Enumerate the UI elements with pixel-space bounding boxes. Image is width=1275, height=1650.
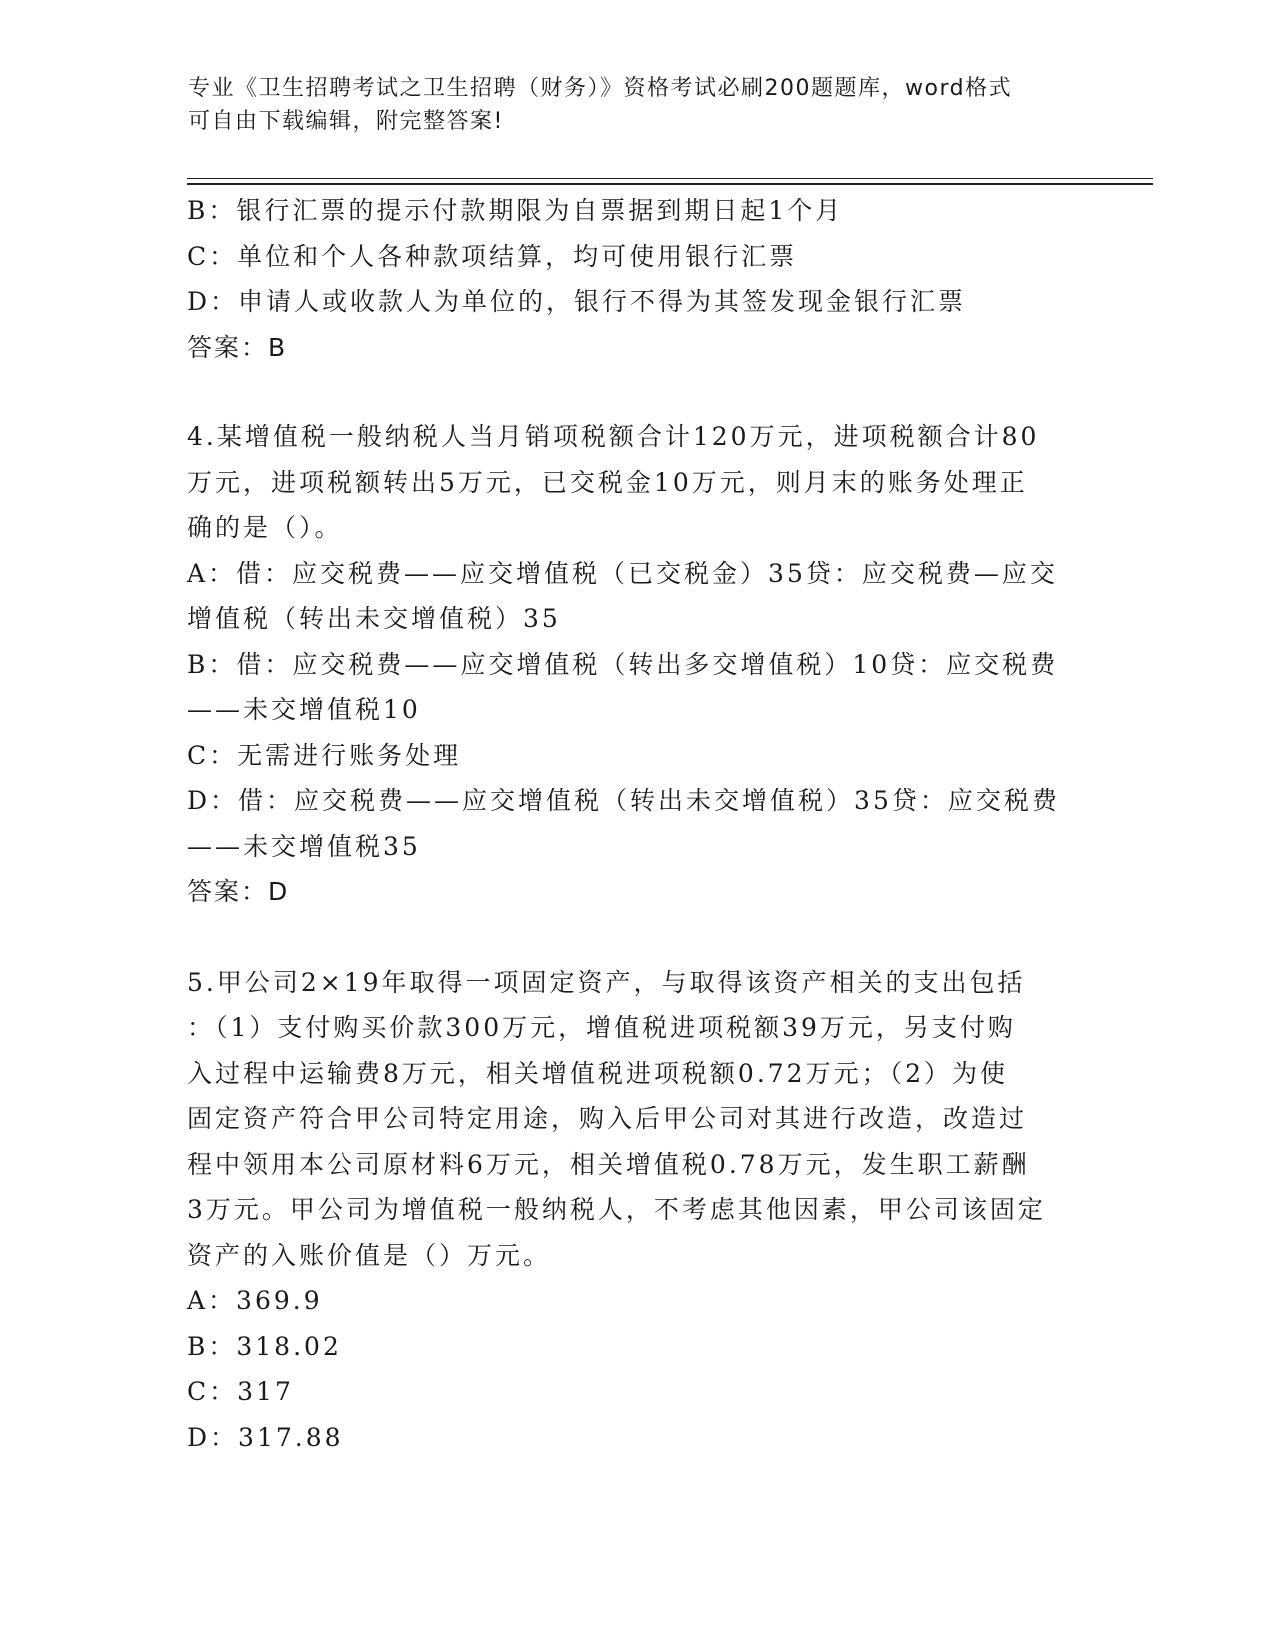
q5-stem-line-1: 5.甲公司2×19年取得一项固定资产，与取得该资产相关的支出包括 bbox=[187, 967, 1026, 997]
header-line-2: 可自由下载编辑，附完整答案! bbox=[188, 109, 504, 134]
q5-option-c: C：317 bbox=[187, 1377, 294, 1406]
q3-answer: 答案：B bbox=[187, 332, 288, 362]
q3-option-c: C：单位和个人各种款项结算，均可使用银行汇票 bbox=[187, 241, 798, 271]
q5-stem-line-2: ：（1）支付购买价款300万元，增值税进项税额39万元，另支付购 bbox=[187, 1013, 1016, 1042]
q3-option-d: D：申请人或收款人为单位的，银行不得为其签发现金银行汇票 bbox=[187, 287, 967, 316]
question-5 bbox=[187, 960, 1087, 1461]
spacer bbox=[187, 370, 1087, 414]
q3-option-b: B：银行汇票的提示付款期限为自票据到期日起1个月 bbox=[187, 196, 844, 225]
q4-option-a-line-1: A：借：应交税费——应交增值税（已交税金）35贷：应交税费—应交 bbox=[187, 558, 1058, 588]
q5-option-a: A：369.9 bbox=[187, 1286, 323, 1315]
q4-option-d-line-1: D：借：应交税费——应交增值税（转出未交增值税）35贷：应交税费 bbox=[187, 786, 1060, 815]
q5-option-b: B：318.02 bbox=[187, 1331, 342, 1361]
q4-option-b-line-2: ——未交增值税10 bbox=[187, 695, 421, 724]
header-divider-thin bbox=[187, 178, 1153, 179]
q5-stem-line-7: 资产的入账价值是（）万元。 bbox=[187, 1240, 552, 1270]
q5-stem-line-3: 入过程中运输费8万元，相关增值税进项税额0.72万元；（2）为使 bbox=[187, 1058, 1008, 1088]
q5-stem-line-6: 3万元。甲公司为增值税一般纳税人，不考虑其他因素，甲公司该固定 bbox=[187, 1195, 1046, 1224]
header-line-1: 专业《卫生招聘考试之卫生招聘（财务）》资格考试必刷200题题库，word格式 bbox=[188, 76, 1013, 101]
question-4 bbox=[187, 414, 1087, 915]
page-header bbox=[188, 72, 1078, 138]
spacer bbox=[187, 915, 1087, 960]
q4-option-d-line-2: ——未交增值税35 bbox=[187, 831, 421, 861]
q4-stem-line-2: 万元，进项税额转出5万元，已交税金10万元，则月末的账务处理正 bbox=[187, 467, 1028, 497]
document-body bbox=[187, 188, 1087, 1460]
q4-option-b-line-1: B：借：应交税费——应交增值税（转出多交增值税）10贷：应交税费 bbox=[187, 649, 1059, 679]
q4-option-c: C：无需进行账务处理 bbox=[187, 740, 462, 770]
q5-stem-line-5: 程中领用本公司原材料6万元，相关增值税0.78万元，发生职工薪酬 bbox=[187, 1149, 1030, 1179]
q4-stem-line-1: 4.某增值税一般纳税人当月销项税额合计120万元，进项税额合计80 bbox=[187, 422, 1040, 451]
q4-option-a-line-2: 增值税（转出未交增值税）35 bbox=[187, 604, 561, 633]
q5-stem-line-4: 固定资产符合甲公司特定用途，购入后甲公司对其进行改造，改造过 bbox=[187, 1104, 1028, 1133]
q4-stem-line-3: 确的是（）。 bbox=[187, 513, 343, 542]
q5-option-d: D：317.88 bbox=[187, 1422, 344, 1452]
header-divider-thick bbox=[187, 183, 1153, 185]
question-3-continued bbox=[187, 188, 1087, 370]
q4-answer: 答案：D bbox=[187, 877, 290, 906]
